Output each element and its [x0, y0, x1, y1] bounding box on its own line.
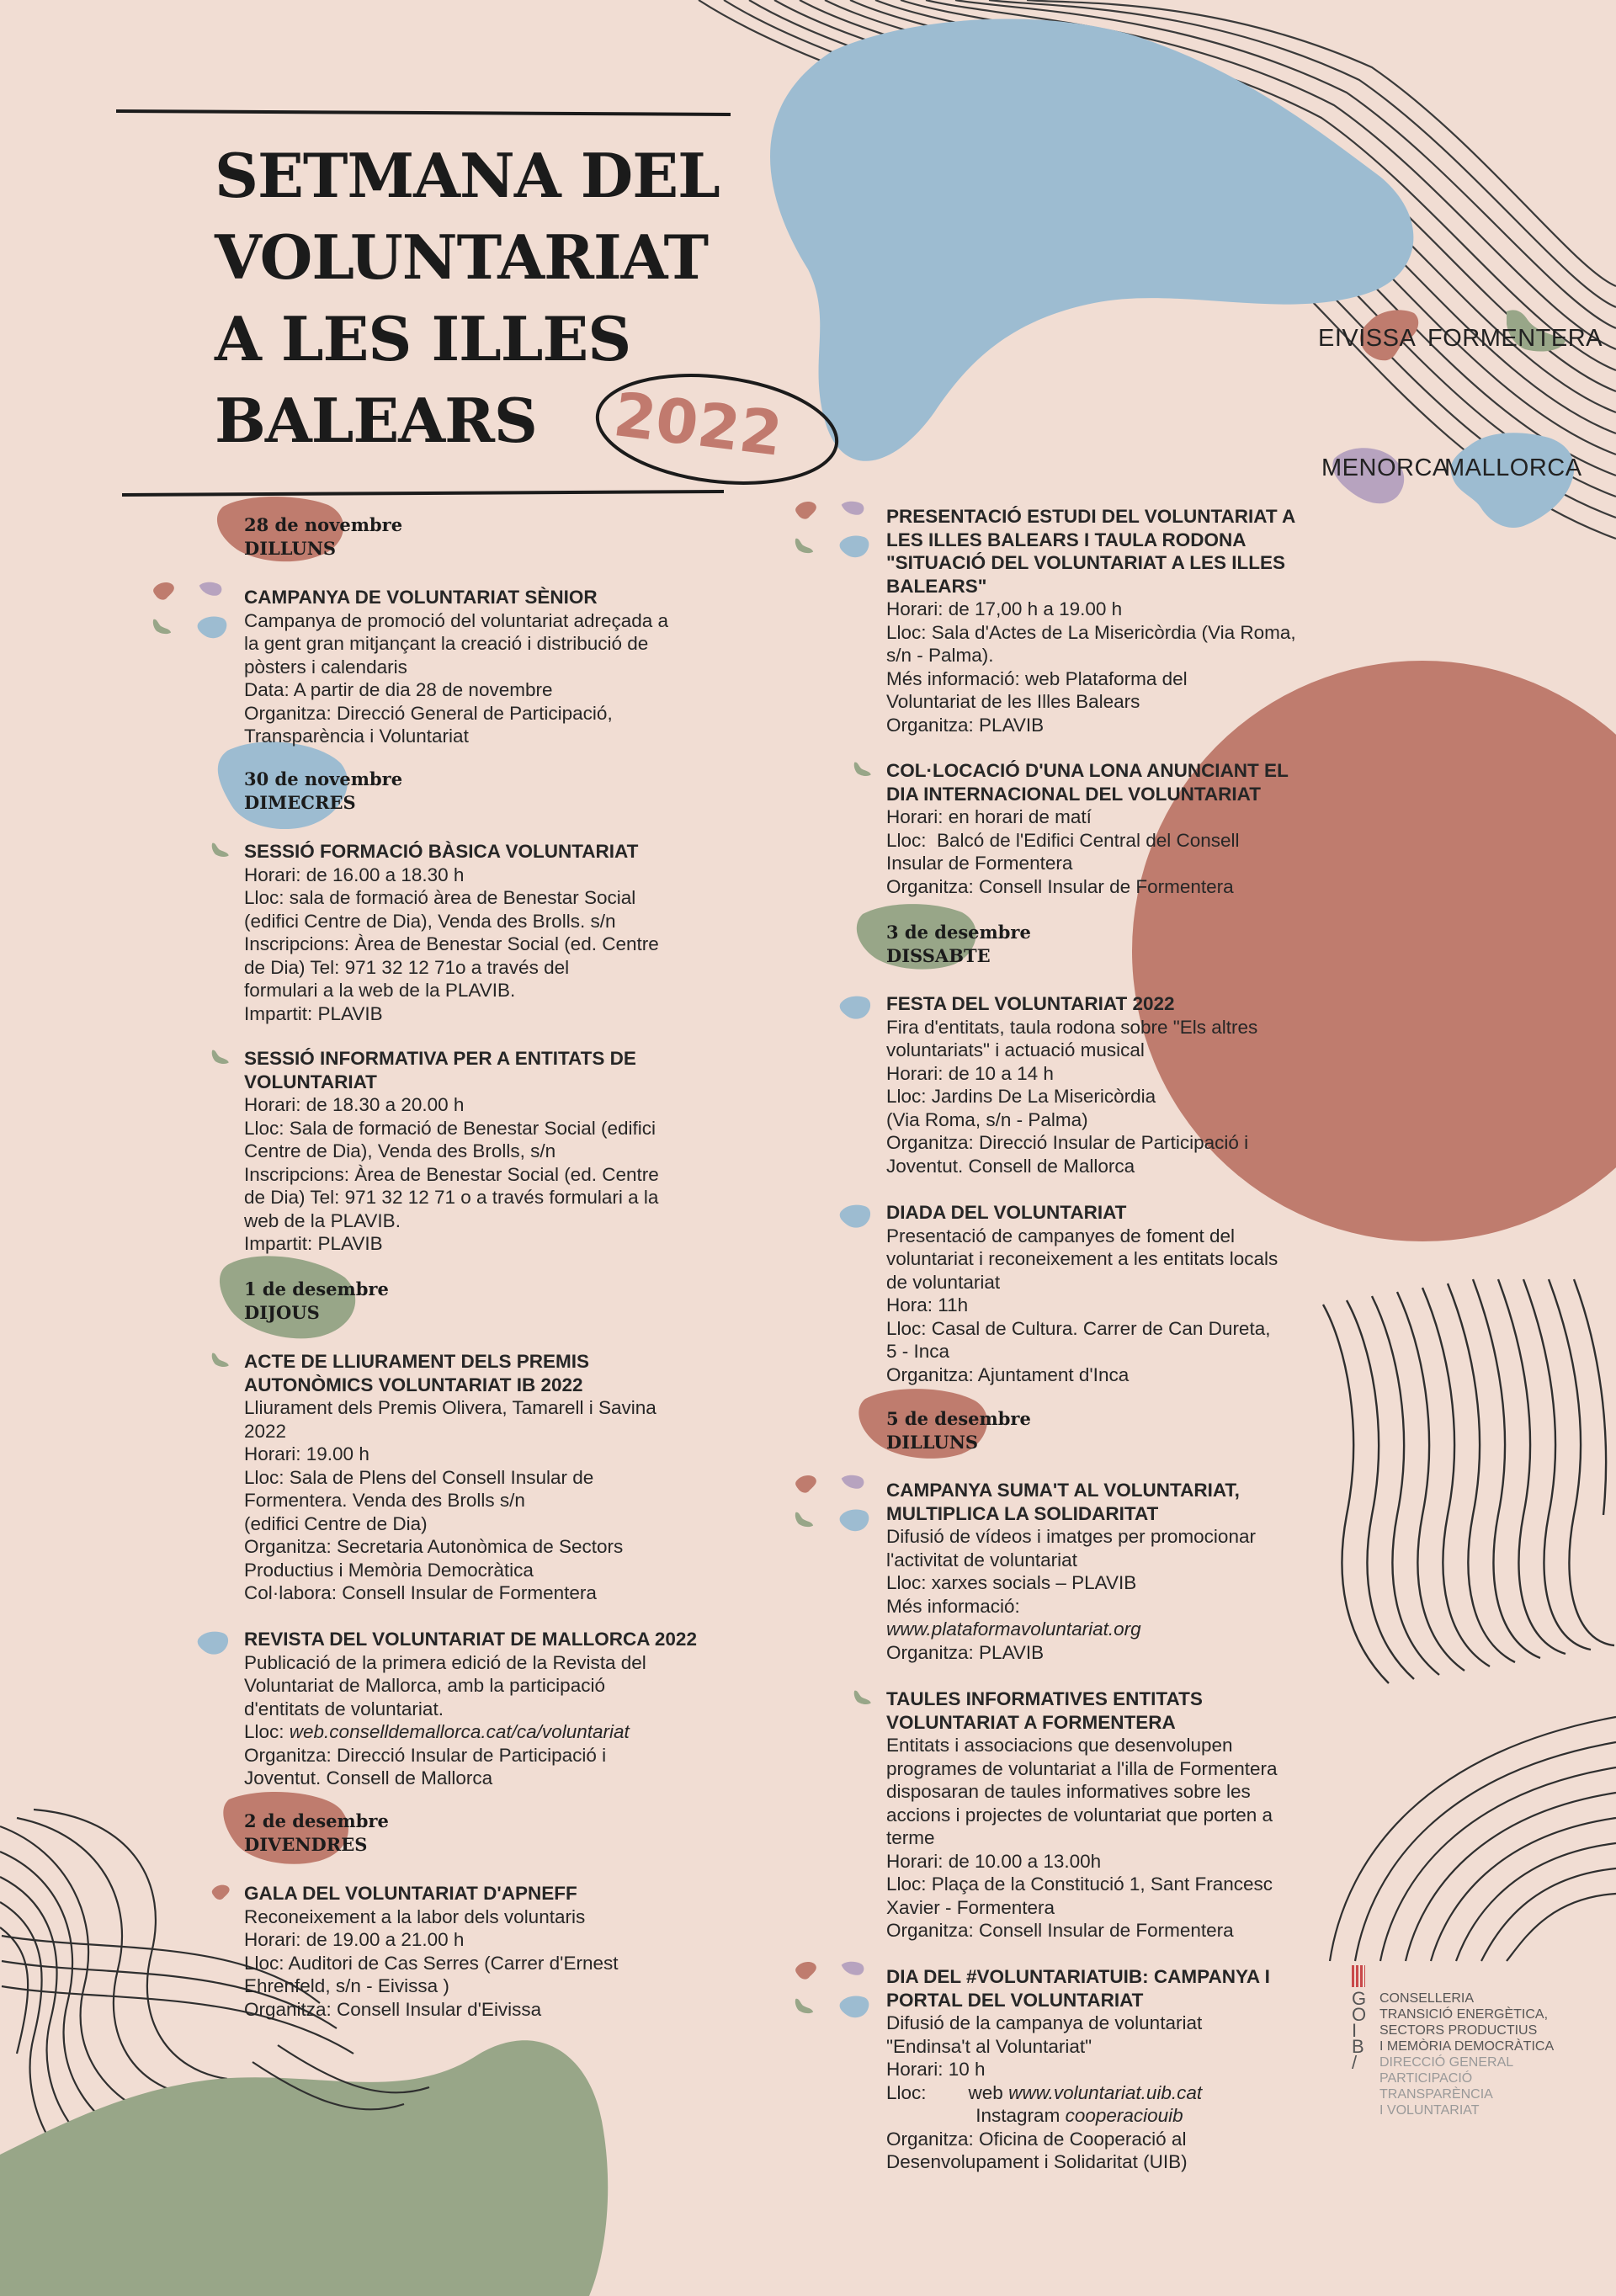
event-detail: Organitza: Consell Insular de Formentera — [886, 1920, 1234, 1941]
event-detail: voluntariat i reconeixement a les entitats locals — [886, 1248, 1278, 1269]
mallorca-island-icon — [195, 614, 231, 643]
event-detail: Organitza: Consell Insular de Formentera — [886, 875, 1234, 897]
event-detail: d'entitats de voluntariat. — [244, 1698, 444, 1719]
day-name: DIVENDRES — [244, 1834, 368, 1855]
event-detail — [886, 1618, 1256, 1641]
event-title: AUTONÒMICS VOLUNTARIAT IB 2022 — [244, 1374, 583, 1395]
event-title: GALA DEL VOLUNTARIAT D'APNEFF — [244, 1883, 577, 1904]
event-detail: la gent gran mitjançant la creació i distribució de — [244, 633, 649, 654]
label-eivissa: EIVISSA — [1318, 325, 1417, 352]
event-item — [244, 586, 668, 748]
event-detail: Xavier - Formentera — [886, 1896, 1055, 1918]
event-title: BALEARS" — [886, 575, 987, 597]
event-detail: 2022 — [244, 1420, 287, 1442]
event-detail: Productius i Memòria Democràtica — [244, 1559, 534, 1581]
event-item — [886, 1687, 1278, 1943]
event-detail: Organitza: Direcció Insular de Participació i — [244, 1744, 607, 1766]
event-item — [886, 505, 1296, 736]
event-detail: Difusió de la campanya de voluntariat — [886, 2012, 1203, 2033]
mallorca-island-icon — [837, 1507, 873, 1536]
event-detail: Voluntariat de les Illes Balears — [886, 691, 1140, 712]
day-name: DILLUNS — [886, 1432, 979, 1453]
event-detail: Fira d'entitats, taula rodona sobre "Els altres — [886, 1016, 1258, 1038]
event-title: DIA DEL #VOLUNTARIATUIB: CAMPANYA I — [886, 1966, 1270, 1987]
eivissa-island-icon — [794, 500, 826, 525]
event-detail: Desenvolupament i Solidaritat (UIB) — [886, 2151, 1188, 2172]
event-item — [244, 1047, 659, 1256]
event-detail: Lloc: Sala de Plens del Consell Insular de — [244, 1466, 594, 1488]
event-item — [244, 1350, 656, 1605]
title-line-1: SETMANA DEL — [215, 140, 720, 211]
goib-letter: G — [1352, 1988, 1367, 2009]
event-detail: Joventut. Consell de Mallorca — [244, 1767, 493, 1788]
event-detail: Lloc: Sala de formació de Benestar Social (edifici — [244, 1117, 656, 1139]
event-detail: Horari: de 17,00 h a 19.00 h — [886, 598, 1123, 619]
day-label — [244, 513, 402, 561]
day-date: 5 de desembre — [886, 1408, 1031, 1429]
mallorca-island-icon — [837, 994, 874, 1023]
day-name: DIJOUS — [244, 1302, 320, 1323]
event-detail: Lloc: sala de formació àrea de Benestar Social — [244, 887, 636, 908]
goib-line: TRANSPARÈNCIA — [1379, 2087, 1493, 2102]
line-pattern-right-arcs — [1330, 1717, 1616, 1961]
goib-letter: B — [1352, 2036, 1364, 2057]
event-detail: programes de voluntariat a l'illa de Formentera — [886, 1757, 1278, 1779]
event-detail: Lliurament dels Premis Olivera, Tamarell i Savina — [244, 1397, 656, 1418]
eivissa-island-icon — [794, 1960, 826, 1985]
label-menorca: MENORCA — [1321, 454, 1449, 481]
day-label — [886, 1407, 1031, 1454]
formentera-island-icon — [210, 842, 237, 864]
day-date: 3 de desembre — [886, 922, 1031, 943]
event-detail: Horari: de 16.00 a 18.30 h — [244, 864, 465, 885]
event-detail: (edifici Centre de Dia), Venda des Brolls. s/n — [244, 910, 616, 932]
eivissa-island-icon — [794, 1474, 826, 1499]
event-detail: terme — [886, 1827, 935, 1848]
title-rule-top — [116, 111, 731, 114]
event-link[interactable]: www.plataformavoluntariat.org — [886, 1618, 1141, 1640]
title-line-3: A LES ILLES — [215, 303, 631, 375]
menorca-island-icon — [198, 581, 230, 606]
event-detail: Difusió de vídeos i imatges per promocionar — [886, 1526, 1256, 1547]
mallorca-island-icon — [195, 1629, 232, 1659]
goib-line: I MEMÒRIA DEMOCRÀTICA — [1379, 2039, 1555, 2054]
green-blob — [0, 2040, 608, 2296]
event-detail: disposaran de taules informatives sobre les — [886, 1781, 1251, 1802]
event-title: DIA INTERNACIONAL DEL VOLUNTARIAT — [886, 783, 1261, 805]
event-title: SESSIÓ FORMACIÓ BÀSICA VOLUNTARIAT — [244, 841, 639, 862]
event-detail: Horari: de 10.00 a 13.00h — [886, 1850, 1102, 1872]
goib-letter: / — [1352, 2052, 1358, 2073]
goib-line: PARTICIPACIÓ — [1379, 2071, 1473, 2086]
event-detail: Lloc: Plaça de la Constitució 1, Sant Francesc — [886, 1873, 1273, 1895]
event-title: CAMPANYA SUMA'T AL VOLUNTARIAT, — [886, 1480, 1240, 1501]
day-name: DIMECRES — [244, 792, 356, 813]
mallorca-island-icon — [837, 1994, 873, 2022]
event-title: DIADA DEL VOLUNTARIAT — [886, 1202, 1127, 1223]
event-detail: de Dia) Tel: 971 32 12 71 o a través formulari a la — [244, 1187, 659, 1208]
event-detail: Inscripcions: Àrea de Benestar Social (ed. Centre — [244, 1163, 659, 1185]
event-detail: Impartit: PLAVIB — [244, 1002, 383, 1024]
event-title: COL·LOCACIÓ D'UNA LONA ANUNCIANT EL — [886, 760, 1289, 781]
event-link[interactable]: www.voluntariat.uib.cat — [1008, 2081, 1203, 2103]
event-title: PORTAL DEL VOLUNTARIAT — [886, 1989, 1144, 2011]
goib-line: SECTORS PRODUCTIUS — [1379, 2023, 1538, 2038]
event-detail: Horari: de 10 a 14 h — [886, 1062, 1054, 1084]
event-title: CAMPANYA DE VOLUNTARIAT SÈNIOR — [244, 587, 598, 608]
day-name: DISSABTE — [886, 945, 991, 966]
event-item — [886, 1201, 1278, 1386]
goib-line: CONSELLERIA — [1379, 1991, 1475, 2006]
poster-year: 2022 — [609, 379, 786, 470]
day-date: 28 de novembre — [244, 514, 403, 535]
eivissa-island-icon — [210, 1884, 237, 1905]
event-detail: 5 - Inca — [886, 1341, 950, 1362]
event-detail: Organitza: Direcció General de Participació, — [244, 702, 613, 724]
event-detail: accions i projectes de voluntariat que porten a — [886, 1804, 1273, 1826]
event-detail: Lloc: xarxes socials – PLAVIB — [886, 1572, 1137, 1593]
event-detail: Lloc: web www.voluntariat.uib.cat — [886, 2081, 1203, 2103]
event-title: REVISTA DEL VOLUNTARIAT DE MALLORCA 2022 — [244, 1629, 697, 1650]
event-detail: Lloc: Balcó de l'Edifici Central del Consell — [886, 829, 1240, 851]
event-item — [886, 1479, 1256, 1664]
mallorca-island-icon — [837, 1203, 874, 1232]
formentera-island-icon — [210, 1352, 237, 1374]
day-label — [244, 1278, 389, 1325]
goib-line: DIRECCIÓ GENERAL — [1379, 2055, 1514, 2070]
event-detail: Horari: de 19.00 a 21.00 h — [244, 1929, 465, 1950]
formentera-island-icon — [853, 761, 880, 783]
day-date: 1 de desembre — [244, 1278, 389, 1299]
event-detail: Centre de Dia), Venda des Brolls, s/n — [244, 1140, 556, 1161]
event-title: FESTA DEL VOLUNTARIAT 2022 — [886, 993, 1175, 1014]
event-item — [244, 1882, 618, 2021]
formentera-island-icon — [794, 537, 822, 560]
formentera-island-icon — [794, 1511, 822, 1533]
event-detail: Organitza: Secretaria Autonòmica de Sectors — [244, 1536, 624, 1557]
event-detail: Joventut. Consell de Mallorca — [886, 1155, 1135, 1177]
event-detail: Publicació de la primera edició de la Revista del — [244, 1651, 646, 1673]
event-title: PRESENTACIÓ ESTUDI DEL VOLUNTARIAT A — [886, 506, 1296, 527]
eivissa-island-icon — [152, 581, 183, 606]
event-detail: Col·labora: Consell Insular de Formentera — [244, 1582, 597, 1603]
event-detail: Presentació de campanyes de foment del — [886, 1225, 1235, 1246]
event-detail: "Endinsa't al Voluntariat" — [886, 2035, 1092, 2057]
goib-department — [1379, 1990, 1565, 2118]
event-detail: Més informació: web Plataforma del — [886, 667, 1188, 689]
event-detail: Més informació: — [886, 1595, 1020, 1617]
day-date: 2 de desembre — [244, 1810, 389, 1831]
event-detail: Lloc: web.conselldemallorca.cat/ca/voluntariat — [244, 1721, 630, 1742]
event-detail: Organitza: Consell Insular d'Eivissa — [244, 1998, 542, 2020]
day-name: DILLUNS — [244, 538, 337, 559]
event-detail: Formentera. Venda des Brolls s/n — [244, 1490, 525, 1511]
line-pattern-right — [1323, 1279, 1614, 1683]
label-formentera: FORMENTERA — [1427, 325, 1603, 352]
event-detail: Reconeixement a la labor dels voluntaris — [244, 1905, 586, 1927]
event-item — [244, 1628, 697, 1790]
event-detail: Lloc: Jardins De La Misericòrdia — [886, 1086, 1156, 1107]
title-line-2: VOLUNTARIAT — [215, 221, 709, 293]
event-title: ACTE DE LLIURAMENT DELS PREMIS — [244, 1351, 590, 1372]
day-label — [886, 921, 1031, 968]
day-label — [244, 768, 402, 815]
event-detail: Organitza: Oficina de Cooperació al — [886, 2128, 1187, 2150]
event-detail: Horari: en horari de matí — [886, 806, 1092, 827]
event-detail: Insular de Formentera — [886, 853, 1073, 874]
event-title: SESSIÓ INFORMATIVA PER A ENTITATS DE — [244, 1048, 636, 1069]
day-label — [244, 1810, 389, 1857]
event-detail: Campanya de promoció del voluntariat adreçada a — [244, 609, 669, 631]
event-item — [886, 992, 1257, 1177]
event-item — [244, 840, 659, 1025]
formentera-island-icon — [853, 1689, 880, 1711]
mallorca-island-icon — [837, 534, 873, 562]
menorca-island-icon — [840, 1474, 872, 1499]
title-line-4: BALEARS — [215, 385, 537, 456]
event-title: MULTIPLICA LA SOLIDARITAT — [886, 1502, 1159, 1524]
event-title: LES ILLES BALEARS I TAULA RODONA — [886, 529, 1247, 550]
goib-letter: O — [1352, 2004, 1367, 2025]
event-detail: Horari: de 18.30 a 20.00 h — [244, 1094, 465, 1115]
event-detail: formulari a la web de la PLAVIB. — [244, 980, 516, 1001]
event-detail: Hora: 11h — [886, 1294, 969, 1315]
event-detail: Lloc: Sala d'Actes de La Misericòrdia (Via Roma, — [886, 621, 1296, 643]
menorca-island-icon — [840, 500, 872, 525]
event-detail: Voluntariat de Mallorca, amb la participació — [244, 1675, 605, 1696]
event-detail: (Via Roma, s/n - Palma) — [886, 1108, 1088, 1130]
goib-letter: I — [1352, 2020, 1358, 2041]
blue-blob — [770, 19, 1413, 461]
event-title: "SITUACIÓ DEL VOLUNTARIAT A LES ILLES — [886, 552, 1286, 573]
event-detail: l'activitat de voluntariat — [886, 1549, 1077, 1571]
event-detail: Organitza: Direcció Insular de Participació i — [886, 1132, 1249, 1153]
goib-line: TRANSICIÓ ENERGÈTICA, — [1379, 2007, 1549, 2022]
event-detail: voluntariats" i actuació musical — [886, 1039, 1145, 1060]
event-detail: (edifici Centre de Dia) — [244, 1512, 428, 1534]
event-detail: de voluntariat — [886, 1271, 1001, 1293]
goib-line: I VOLUNTARIAT — [1379, 2103, 1480, 2118]
event-detail: pòsters i calendaris — [244, 656, 407, 678]
event-link[interactable]: web.conselldemallorca.cat/ca/voluntariat — [289, 1721, 630, 1742]
event-detail: Organitza: PLAVIB — [886, 1641, 1045, 1663]
menorca-island-icon — [840, 1960, 872, 1985]
event-detail: Data: A partir de dia 28 de novembre — [244, 679, 553, 700]
goib-flag-icon — [1352, 1965, 1365, 1987]
event-detail: Transparència i Voluntariat — [244, 725, 469, 747]
event-title: VOLUNTARIAT — [244, 1071, 377, 1092]
formentera-island-icon — [210, 1049, 237, 1071]
event-detail: Lloc: Casal de Cultura. Carrer de Can Dureta, — [886, 1317, 1271, 1339]
event-detail: s/n - Palma). — [886, 645, 994, 666]
event-detail: Horari: 19.00 h — [244, 1443, 369, 1464]
event-title: TAULES INFORMATIVES ENTITATS — [886, 1688, 1203, 1709]
event-item — [886, 1965, 1270, 2174]
event-detail: de Dia) Tel: 971 32 12 71o a través del — [244, 956, 570, 978]
event-detail: Instagram cooperaciouib — [886, 2105, 1183, 2126]
formentera-island-icon — [152, 618, 180, 640]
event-link[interactable]: cooperaciouib — [1065, 2105, 1183, 2126]
formentera-island-icon — [794, 1997, 822, 2020]
day-date: 30 de novembre — [244, 768, 403, 789]
event-item — [886, 759, 1289, 898]
event-detail: web de la PLAVIB. — [244, 1209, 401, 1231]
event-detail: Organitza: PLAVIB — [886, 714, 1045, 736]
event-detail: Impartit: PLAVIB — [244, 1233, 383, 1254]
event-detail: Entitats i associacions que desenvolupen — [886, 1735, 1233, 1756]
event-detail: Lloc: Auditori de Cas Serres (Carrer d'Ernest — [244, 1952, 619, 1974]
event-detail: Ehrenfeld, s/n - Eivissa ) — [244, 1975, 449, 1996]
event-title: VOLUNTARIAT A FORMENTERA — [886, 1711, 1176, 1733]
event-detail: Horari: 10 h — [886, 2059, 986, 2080]
event-detail: Organitza: Ajuntament d'Inca — [886, 1363, 1130, 1385]
event-detail: Inscripcions: Àrea de Benestar Social (ed. Centre — [244, 933, 659, 954]
goib-letters — [1352, 1988, 1367, 2073]
label-mallorca: MALLORCA — [1444, 454, 1582, 481]
